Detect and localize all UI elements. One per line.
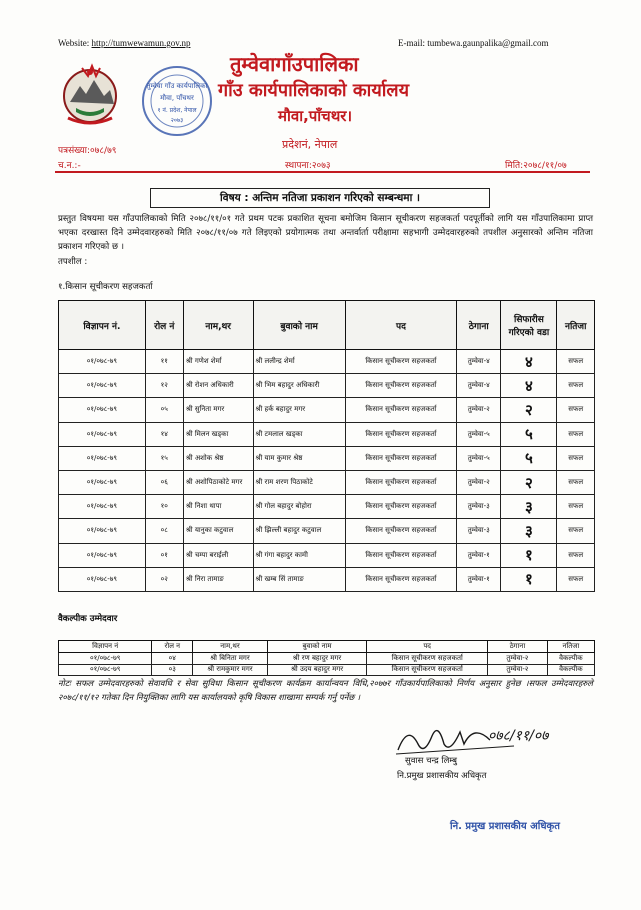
table-cell: ०१/०७८-७९ bbox=[59, 495, 146, 519]
seal-line-4: २०७३ bbox=[170, 117, 184, 124]
table-cell: श्री गंगा बहादुर कामी bbox=[253, 543, 345, 567]
signatory-name: सुवास चन्द्र लिम्बु bbox=[405, 756, 457, 766]
designation-stamp: नि. प्रमुख प्रशासकीय अधिकृत bbox=[450, 821, 560, 832]
table-cell: ०१ bbox=[145, 543, 183, 567]
email-label: E-mail: bbox=[398, 38, 425, 48]
section-title-2: वैकल्पीक उम्मेदवार bbox=[58, 614, 118, 624]
table-cell: तुम्वेवा-२ bbox=[487, 653, 547, 665]
table-cell: श्री रोशन अधिकारी bbox=[183, 374, 253, 398]
seal-line-2: मौवा, पाँचथर bbox=[160, 94, 194, 102]
table-cell: वैकल्पीक bbox=[547, 664, 594, 676]
table-cell: तुम्वेवा-५ bbox=[457, 446, 501, 470]
col-header: रोल न bbox=[152, 641, 193, 653]
alternate-table-header bbox=[59, 641, 595, 653]
website-label: Website: bbox=[58, 38, 90, 48]
table-row bbox=[59, 495, 595, 519]
table-cell: तुम्वेवा-२ bbox=[457, 398, 501, 422]
seal-line-3: १ नं. प्रदेश, नेपाल bbox=[157, 107, 197, 114]
letter-date: मिति:२०७८/११/०७ bbox=[505, 161, 567, 171]
table-row bbox=[59, 543, 595, 567]
table-cell: ०२ bbox=[145, 567, 183, 591]
chalani-number: च.न.:- bbox=[58, 161, 81, 171]
table-cell: तुम्वेवा-२ bbox=[457, 470, 501, 494]
tapsil-label: तपशील : bbox=[58, 257, 88, 267]
table-cell: श्री गणेश शेर्मा bbox=[183, 350, 253, 374]
ward-cell: ४ bbox=[501, 374, 557, 398]
table-cell: श्री अशोक श्रेष्ठ bbox=[183, 446, 253, 470]
col-header: ठेगाना bbox=[487, 641, 547, 653]
section-title-1: १.किसान सूचीकरण सहजकर्ता bbox=[58, 282, 153, 292]
col-header: विज्ञापन नं. bbox=[59, 301, 146, 350]
col-header: नाम,थर bbox=[193, 641, 267, 653]
ward-cell: ३ bbox=[501, 519, 557, 543]
subject-line: विषय : अन्तिम नतिजा प्रकाशन गरिएको सम्बन्धमा । bbox=[150, 188, 490, 208]
results-table bbox=[58, 300, 595, 592]
table-cell: किसान सूचीकरण सहजकर्ता bbox=[367, 664, 488, 676]
table-cell: ०१/०७८-७९ bbox=[59, 567, 146, 591]
table-cell: ०१/०७८-७९ bbox=[59, 543, 146, 567]
table-cell: श्री टमलाल खड्का bbox=[253, 422, 345, 446]
table-cell: ०१/०७८-७९ bbox=[59, 374, 146, 398]
table-cell: तुम्वेवा-३ bbox=[457, 519, 501, 543]
table-row bbox=[59, 422, 595, 446]
establishment-year: स्थापना:२०७३ bbox=[285, 161, 331, 171]
table-cell: तुम्वेवा-२ bbox=[487, 664, 547, 676]
province-line: प्रदेशनं, नेपाल bbox=[282, 138, 338, 151]
table-cell: श्री यानुका कटुवाल bbox=[183, 519, 253, 543]
table-cell: किसान सूचीकरण सहजकर्ता bbox=[345, 446, 456, 470]
table-cell: ०१/०७८-७९ bbox=[59, 664, 152, 676]
table-cell: ०१/०७८-७९ bbox=[59, 519, 146, 543]
table-cell: श्री रण बहादुर मगर bbox=[267, 653, 367, 665]
table-cell: श्री गोल बहादुर बोहोरा bbox=[253, 495, 345, 519]
table-cell: ०१/०७८-७९ bbox=[59, 446, 146, 470]
table-cell: ०३ bbox=[152, 664, 193, 676]
ward-cell: ५ bbox=[501, 446, 557, 470]
table-cell: श्री याम कुमार श्रेष्ठ bbox=[253, 446, 345, 470]
col-header: बुवाको नाम bbox=[267, 641, 367, 653]
header-divider bbox=[55, 171, 590, 173]
ward-cell: १ bbox=[501, 567, 557, 591]
table-cell: सफल bbox=[557, 495, 595, 519]
signatory-designation: नि.प्रमुख प्रशासकीय अधिकृत bbox=[397, 771, 487, 781]
table-row bbox=[59, 374, 595, 398]
table-cell: ०१/०७८-७९ bbox=[59, 470, 146, 494]
table-cell: श्री मिलन खड्का bbox=[183, 422, 253, 446]
table-row bbox=[59, 664, 595, 676]
table-cell: सफल bbox=[557, 350, 595, 374]
col-header: पद bbox=[367, 641, 488, 653]
table-cell: तुम्वेवा-४ bbox=[457, 374, 501, 398]
table-cell: श्री हर्क बहादुर मगर bbox=[253, 398, 345, 422]
table-cell: श्री खम्ब सिं तामाङ bbox=[253, 567, 345, 591]
table-cell: किसान सूचीकरण सहजकर्ता bbox=[345, 470, 456, 494]
table-cell: सफल bbox=[557, 470, 595, 494]
col-header: ठेगाना bbox=[457, 301, 501, 350]
table-row bbox=[59, 567, 595, 591]
table-cell: ०८ bbox=[145, 519, 183, 543]
nepal-emblem-icon bbox=[58, 60, 122, 128]
table-cell: सफल bbox=[557, 398, 595, 422]
table-cell: किसान सूचीकरण सहजकर्ता bbox=[345, 350, 456, 374]
table-cell: ०१/०७८-७९ bbox=[59, 350, 146, 374]
ward-cell: ४ bbox=[501, 350, 557, 374]
email-address[interactable]: tumbewa.gaunpalika@gmail.com bbox=[427, 38, 549, 48]
ward-cell: ५ bbox=[501, 422, 557, 446]
table-cell: श्री राम शरण पिठाकोटे bbox=[253, 470, 345, 494]
table-cell: ०१/०७८-७९ bbox=[59, 398, 146, 422]
table-cell: किसान सूचीकरण सहजकर्ता bbox=[345, 398, 456, 422]
col-header: नाम,थर bbox=[183, 301, 253, 350]
table-cell: ०४ bbox=[152, 653, 193, 665]
table-cell: श्री निशा थापा bbox=[183, 495, 253, 519]
office-place: मौवा,पाँचथर। bbox=[278, 107, 353, 125]
table-cell: ०५ bbox=[145, 398, 183, 422]
website-line bbox=[58, 38, 190, 48]
table-cell: किसान सूचीकरण सहजकर्ता bbox=[345, 495, 456, 519]
table-cell: तुम्वेवा-१ bbox=[457, 543, 501, 567]
col-header: बुवाको नाम bbox=[253, 301, 345, 350]
table-cell: १२ bbox=[145, 374, 183, 398]
ward-cell: ३ bbox=[501, 495, 557, 519]
table-cell: १५ bbox=[145, 446, 183, 470]
table-row bbox=[59, 653, 595, 665]
website-link[interactable]: http://tumwewamun.gov.np bbox=[91, 38, 191, 48]
table-row bbox=[59, 470, 595, 494]
table-cell: १४ bbox=[145, 422, 183, 446]
table-cell: किसान सूचीकरण सहजकर्ता bbox=[345, 543, 456, 567]
table-cell: तुम्वेवा-५ bbox=[457, 422, 501, 446]
col-header: रोल नं bbox=[145, 301, 183, 350]
table-cell: श्री रामकुमार मगर bbox=[193, 664, 267, 676]
table-cell: किसान सूचीकरण सहजकर्ता bbox=[367, 653, 488, 665]
ward-cell: १ bbox=[501, 543, 557, 567]
table-cell: सफल bbox=[557, 422, 595, 446]
table-cell: श्री अशोपिठाकोटे मगर bbox=[183, 470, 253, 494]
table-cell: ०१/०७८-७९ bbox=[59, 422, 146, 446]
table-cell: श्री निरा तामाङ bbox=[183, 567, 253, 591]
table-cell: तुम्वेवा-३ bbox=[457, 495, 501, 519]
table-cell: तुम्वेवा-४ bbox=[457, 350, 501, 374]
table-cell: श्री उदय बहादुर मगर bbox=[267, 664, 367, 676]
table-cell: श्री बिनिता मगर bbox=[193, 653, 267, 665]
note-paragraph: नोटः सफल उम्मेदवारहरुको सेवावधि र सेवा सुविधा किसान सूचीकरण कार्यक्रम कार्यान्वयन विधि,२०७७र गाँउकार्यपालिकाको निर्णय अनुसार हुनेछ ।सफल उम्मेदवारहरुले २०७८/११/१२ गतेका दिन नियुक्तिका लागि यस कार्यालयको कृषि विकास शाखामा सम्पर्क गर्नु पर्नेछ । bbox=[58, 678, 593, 702]
table-row bbox=[59, 519, 595, 543]
table-cell: किसान सूचीकरण सहजकर्ता bbox=[345, 422, 456, 446]
table-row bbox=[59, 350, 595, 374]
table-cell: सफल bbox=[557, 543, 595, 567]
table-cell: किसान सूचीकरण सहजकर्ता bbox=[345, 567, 456, 591]
patrasankhya: पत्रसंख्या:०७८/७९ bbox=[58, 146, 117, 156]
table-cell: श्री सुनिता मगर bbox=[183, 398, 253, 422]
table-row bbox=[59, 446, 595, 470]
handwritten-date: ०७८/११/०७ bbox=[488, 728, 549, 744]
table-cell: वैकल्पीक bbox=[547, 653, 594, 665]
results-table-header bbox=[59, 301, 595, 350]
table-cell: श्री ललीन्द्र शेर्मा bbox=[253, 350, 345, 374]
table-cell: श्री भिम बहादुर अधिकारी bbox=[253, 374, 345, 398]
table-cell: सफल bbox=[557, 374, 595, 398]
org-name: तुम्वेवागाँउपालिका bbox=[230, 52, 359, 76]
col-header: पद bbox=[345, 301, 456, 350]
col-header: नतिजा bbox=[547, 641, 594, 653]
table-cell: सफल bbox=[557, 519, 595, 543]
table-cell: किसान सूचीकरण सहजकर्ता bbox=[345, 374, 456, 398]
table-cell: तुम्वेवा-१ bbox=[457, 567, 501, 591]
table-cell: सफल bbox=[557, 567, 595, 591]
table-cell: ०६ bbox=[145, 470, 183, 494]
col-header: विज्ञापन नं bbox=[59, 641, 152, 653]
table-cell: १० bbox=[145, 495, 183, 519]
table-cell: ०१/०७८-७९ bbox=[59, 653, 152, 665]
ward-cell: २ bbox=[501, 470, 557, 494]
office-name: गाँउ कार्यपालिकाको कार्यालय bbox=[218, 80, 410, 101]
email-line bbox=[398, 38, 549, 48]
table-cell: सफल bbox=[557, 446, 595, 470]
ward-cell: २ bbox=[501, 398, 557, 422]
col-header: नतिजा bbox=[557, 301, 595, 350]
col-header: सिफारीस गरिएको वडा bbox=[501, 301, 557, 350]
table-cell: श्री चम्पा बराईली bbox=[183, 543, 253, 567]
office-seal-stamp bbox=[140, 64, 214, 138]
table-cell: किसान सूचीकरण सहजकर्ता bbox=[345, 519, 456, 543]
table-cell: श्री झिल्ली बहादुर कटुवाल bbox=[253, 519, 345, 543]
alternate-table bbox=[58, 640, 595, 676]
table-cell: ११ bbox=[145, 350, 183, 374]
body-paragraph: प्रस्तुत विषयमा यस गाँउपालिकाको मिति २०७८/११/०१ गते प्रथम पटक प्रकाशित सूचना बमोजिम किसान सूचीकरण सहजकर्ता पदपूर्तीको लागि यस गाँउपालिकामा प्राप्त भएका दरखास्त दिने उम्मेदवारहरुको मिति २०७८/११/०७ गते लिइएको प्रयोगात्मक तथा अन्तर्वार्ता परीक्षामा सहभागी उम्मेदवारहरुको तपशील अनुसारको अन्तिम नतिजा प्रकाशन गरिएको छ । bbox=[58, 214, 593, 252]
seal-line-1: तुम्वेवा गाँउ कार्यपालिका bbox=[146, 82, 208, 90]
table-row bbox=[59, 398, 595, 422]
